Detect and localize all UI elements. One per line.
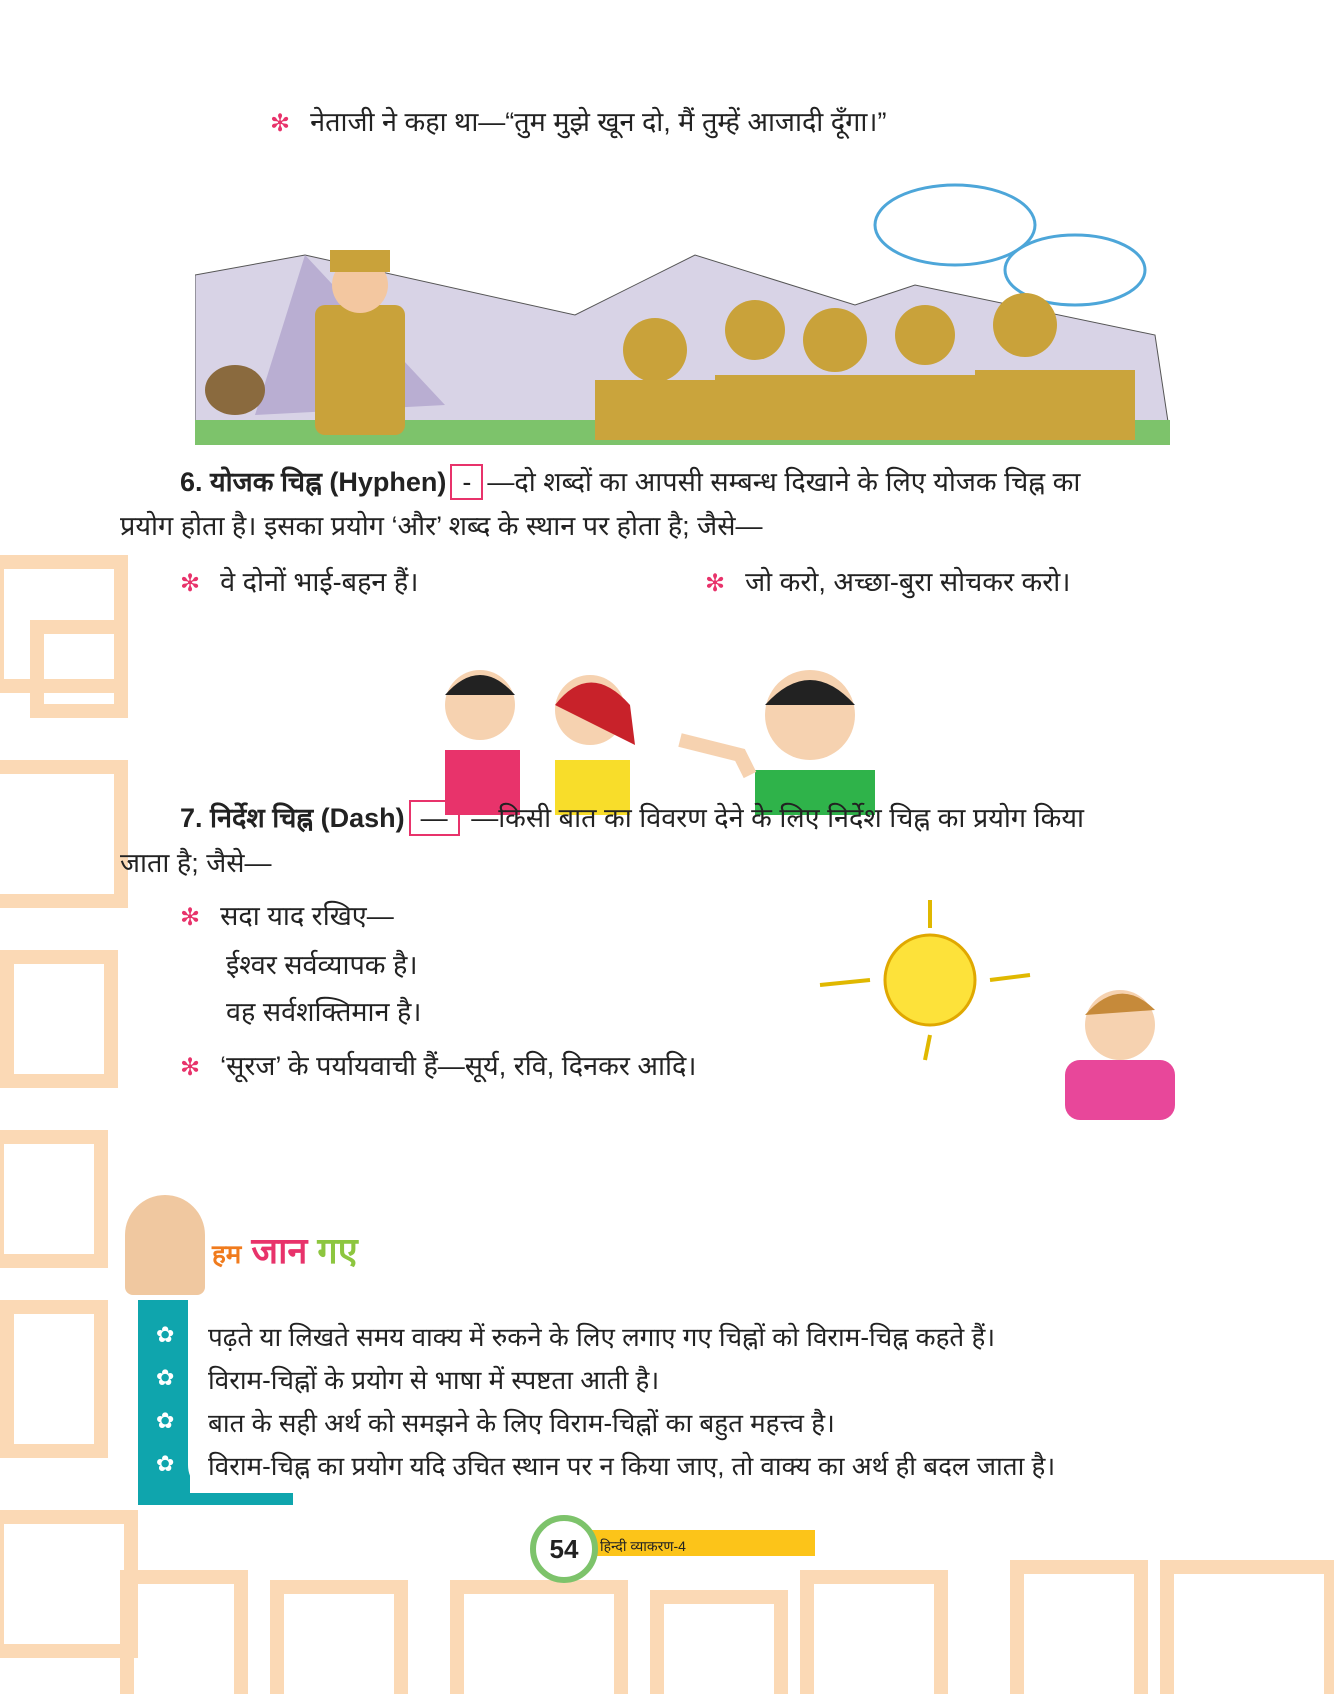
decorative-square: [1160, 1560, 1334, 1694]
decorative-square: [270, 1580, 408, 1694]
section-6-heading-line: [180, 462, 1080, 500]
title-word: जान: [251, 1230, 308, 1271]
summary-item: बात के सही अर्थ को समझने के लिए विराम-चिह्नों का बहुत महत्त्व है।: [208, 1408, 835, 1438]
hyphen-example-2: [705, 562, 1071, 599]
title-word: हम: [212, 1239, 242, 1269]
quote-bullet: [270, 102, 887, 139]
children-illustration: [430, 665, 890, 815]
decorative-square: [1010, 1560, 1148, 1694]
example-text: ईश्वर सर्वव्यापक है।: [226, 950, 418, 980]
section-6-desc: —दो शब्दों का आपसी सम्बन्ध दिखाने के लिए योजक चिह्न का: [487, 467, 1081, 497]
flower-bullet-icon: ✿: [156, 1322, 175, 1347]
dash-example-2: [180, 1046, 697, 1083]
dash-symbol-box: —: [409, 800, 460, 836]
decorative-square: [0, 1130, 108, 1268]
section-6-title: 6. योजक चिह्न: [180, 467, 322, 497]
decorative-square: [800, 1570, 948, 1694]
decorative-square: [0, 1300, 108, 1458]
example-text: सदा याद रखिए—: [220, 901, 394, 931]
decorative-square: [0, 760, 128, 908]
example-text: जो करो, अच्छा-बुरा सोचकर करो।: [745, 567, 1071, 597]
summary-title: [212, 1225, 358, 1274]
decorative-square: [30, 620, 128, 718]
decorative-square: [120, 1570, 248, 1694]
title-word: गए: [317, 1230, 358, 1271]
section-6-english: (Hyphen): [329, 467, 447, 497]
page-number: 54: [530, 1515, 598, 1583]
flower-bullet-icon: ✿: [156, 1365, 175, 1390]
hyphen-symbol-box: -: [450, 464, 483, 500]
quote-text: नेताजी ने कहा था—“तुम मुझे खून दो, मैं तुम्हें आजादी दूँगा।”: [310, 107, 887, 137]
decorative-square: [0, 950, 118, 1088]
asterisk-icon: ✻: [180, 904, 201, 931]
section-7-desc: —किसी बात का विवरण देने के लिए निर्देश चिह्न का प्रयोग किया: [471, 803, 1085, 833]
asterisk-icon: ✻: [270, 110, 291, 137]
summary-item: विराम-चिह्नों के प्रयोग से भाषा में स्पष्टता आती है।: [208, 1365, 660, 1395]
sun-and-boy-illustration: [810, 900, 1210, 1120]
example-text: वे दोनों भाई-बहन हैं।: [220, 567, 419, 597]
decorative-square: [450, 1580, 628, 1694]
book-title: हिन्दी व्याकरण-4: [600, 1538, 686, 1554]
flower-bullet-icon: ✿: [156, 1451, 175, 1476]
dash-example-1: [180, 896, 394, 933]
summary-item: विराम-चिह्न का प्रयोग यदि उचित स्थान पर न किया जाए, तो वाक्य का अर्थ ही बदल जाता है।: [208, 1451, 1056, 1481]
asterisk-icon: ✻: [705, 570, 726, 597]
example-text: वह सर्वशक्तिमान है।: [226, 997, 422, 1027]
hyphen-example-1: [180, 562, 418, 599]
decorative-square: [0, 1510, 138, 1658]
asterisk-icon: ✻: [180, 1054, 201, 1081]
girl-reading-icon: [125, 1195, 205, 1295]
netaji-soldiers-illustration: [195, 175, 1170, 450]
decorative-square: [650, 1590, 788, 1694]
section-7-english: (Dash): [320, 803, 405, 833]
section-6-desc-line2: प्रयोग होता है। इसका प्रयोग ‘और’ शब्द के स्थान पर होता है; जैसे—: [120, 511, 763, 541]
asterisk-icon: ✻: [180, 570, 201, 597]
section-7-heading-line: [180, 798, 1084, 836]
section-7-desc-line2: जाता है; जैसे—: [120, 848, 272, 878]
section-7-title: 7. निर्देश चिह्न: [180, 803, 314, 833]
summary-box: [138, 1300, 1218, 1505]
summary-item: पढ़ते या लिखते समय वाक्य में रुकने के लिए लगाए गए चिह्नों को विराम-चिह्न कहते हैं।: [208, 1322, 996, 1352]
flower-bullet-icon: ✿: [156, 1408, 175, 1433]
example-text: ‘सूरज’ के पर्यायवाची हैं—सूर्य, रवि, दिनकर आदि।: [220, 1051, 697, 1081]
